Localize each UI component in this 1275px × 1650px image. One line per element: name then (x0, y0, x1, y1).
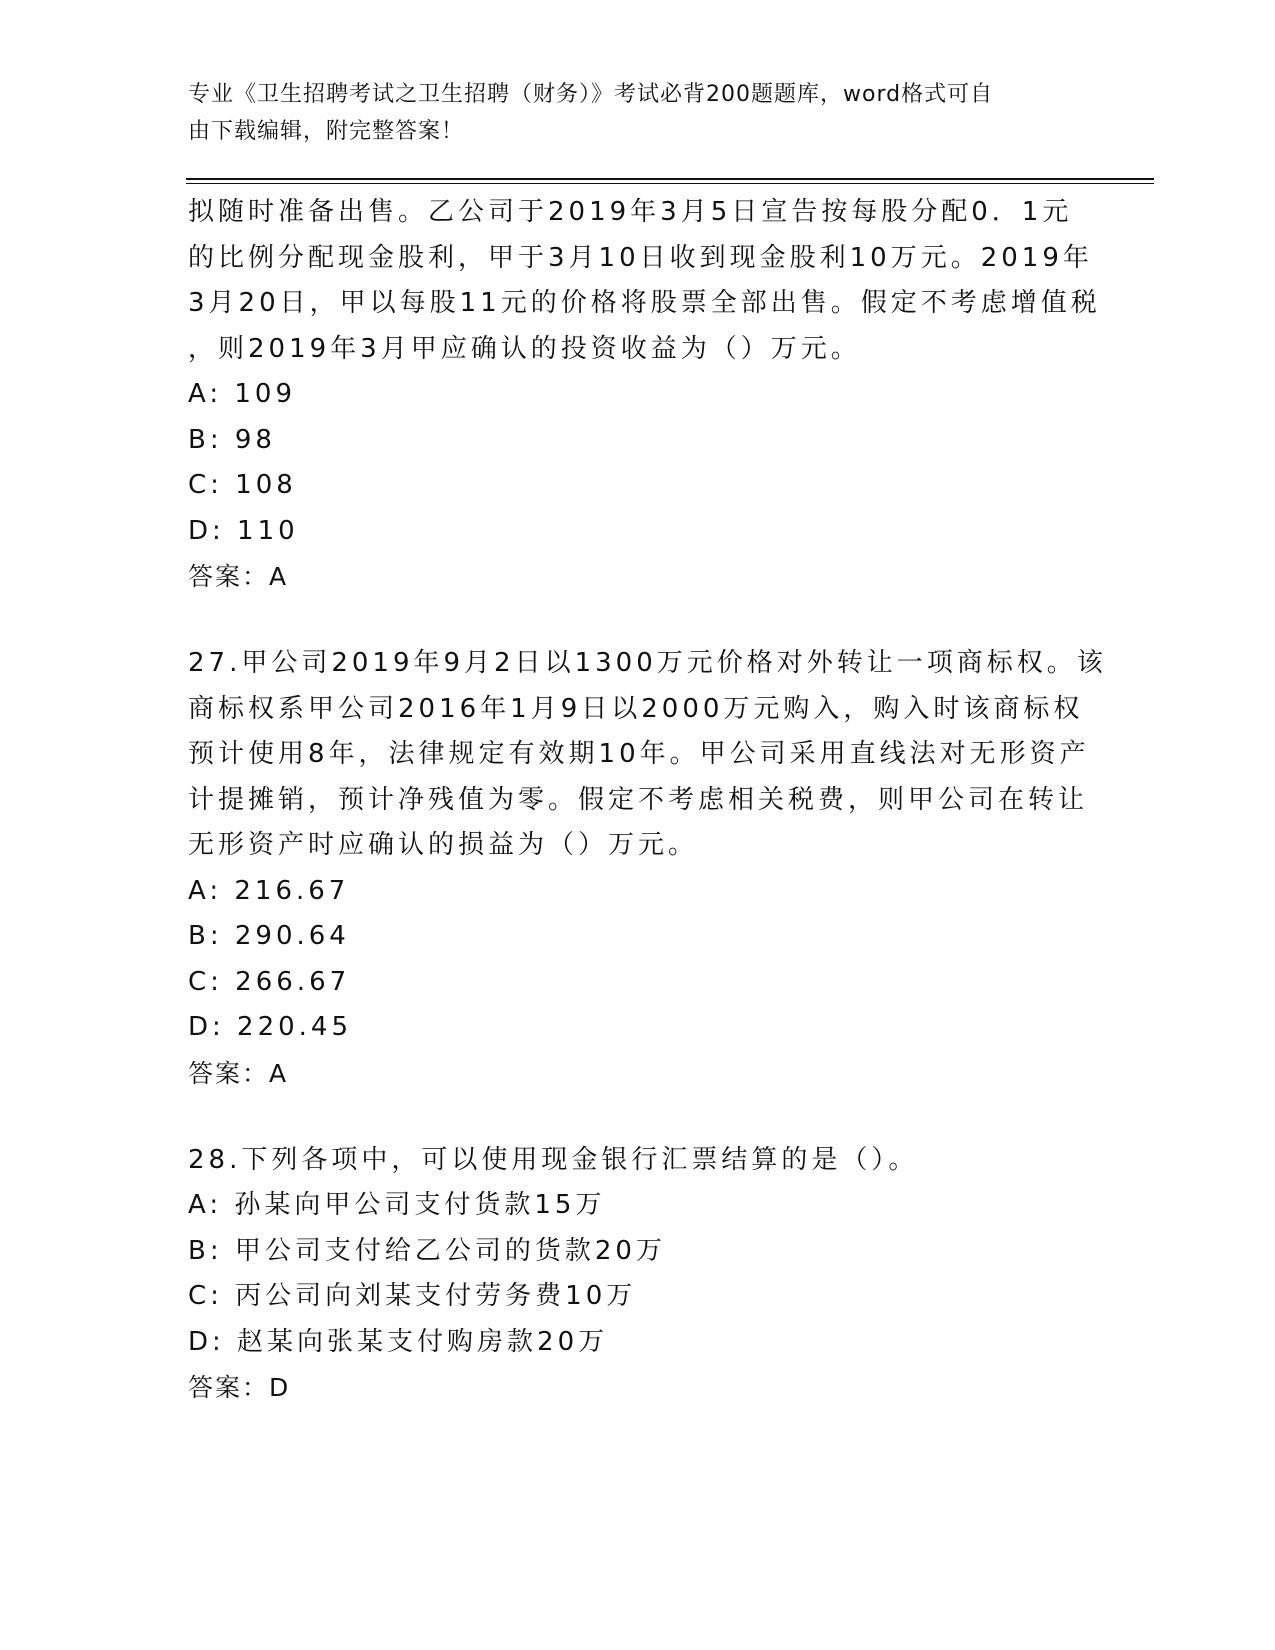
question-text (188, 190, 1101, 372)
document-body (188, 190, 1107, 1410)
header-title-line-2: 由下载编辑，附完整答案！ (188, 119, 465, 144)
option-a: A: 216.67 (188, 875, 350, 906)
header-title-line-1: 专业《卫生招聘考试之卫生招聘（财务）》考试必背200题题库，word格式可自 (188, 82, 994, 107)
question-text (188, 641, 1107, 869)
question-spacer (188, 599, 1088, 641)
question-text-line: 无形资产时应确认的损益为（）万元。 (188, 830, 699, 860)
option-d: D: 110 (188, 515, 299, 546)
document-header (188, 76, 1068, 150)
question-text-line: 27.甲公司2019年9月2日以1300万元价格对外转让一项商标权。该 (188, 648, 1107, 678)
option-c: C: 丙公司向刘某支付劳务费10万 (188, 1281, 637, 1311)
answer-line: 答案：A (188, 1058, 289, 1088)
question-spacer (188, 1096, 1088, 1138)
option-b: B: 甲公司支付给乙公司的货款20万 (188, 1235, 666, 1266)
question-text (188, 1138, 1088, 1184)
question-text-line: 28.下列各项中，可以使用现金银行汇票结算的是（）。 (188, 1144, 919, 1175)
answer-line: 答案：A (188, 562, 289, 591)
question-block (188, 1138, 1088, 1411)
option-c: C: 266.67 (188, 966, 351, 997)
question-block (188, 190, 1101, 599)
option-d: D: 赵某向张某支付购房款20万 (188, 1326, 609, 1357)
question-text-line: 3月20日，甲以每股11元的价格将股票全部出售。假定不考虑增值税 (188, 288, 1101, 318)
option-a: A: 109 (188, 379, 296, 409)
question-text-line: 商标权系甲公司2016年1月9日以2000万元购入，购入时该商标权 (188, 693, 1084, 724)
question-text-line: 计提摊销，预计净残值为零。假定不考虑相关税费，则甲公司在转让 (188, 784, 1089, 815)
question-text-line: 预计使用8年，法律规定有效期10年。甲公司采用直线法对无形资产 (188, 739, 1090, 769)
option-c: C: 108 (188, 470, 297, 500)
question-block (188, 641, 1107, 1096)
option-b: B: 98 (188, 424, 276, 455)
question-text-line: ，则2019年3月甲应确认的投资收益为（）万元。 (188, 333, 861, 364)
option-d: D: 220.45 (188, 1012, 353, 1042)
question-text-line: 的比例分配现金股利，甲于3月10日收到现金股利10万元。2019年 (188, 242, 1093, 273)
option-a: A: 孙某向甲公司支付货款15万 (188, 1190, 606, 1220)
header-divider (186, 178, 1154, 184)
answer-line: 答案：D (188, 1373, 291, 1402)
question-text-line: 拟随时准备出售。乙公司于2019年3月5日宣告按每股分配0．1元 (188, 197, 1073, 227)
option-b: B: 290.64 (188, 921, 350, 951)
